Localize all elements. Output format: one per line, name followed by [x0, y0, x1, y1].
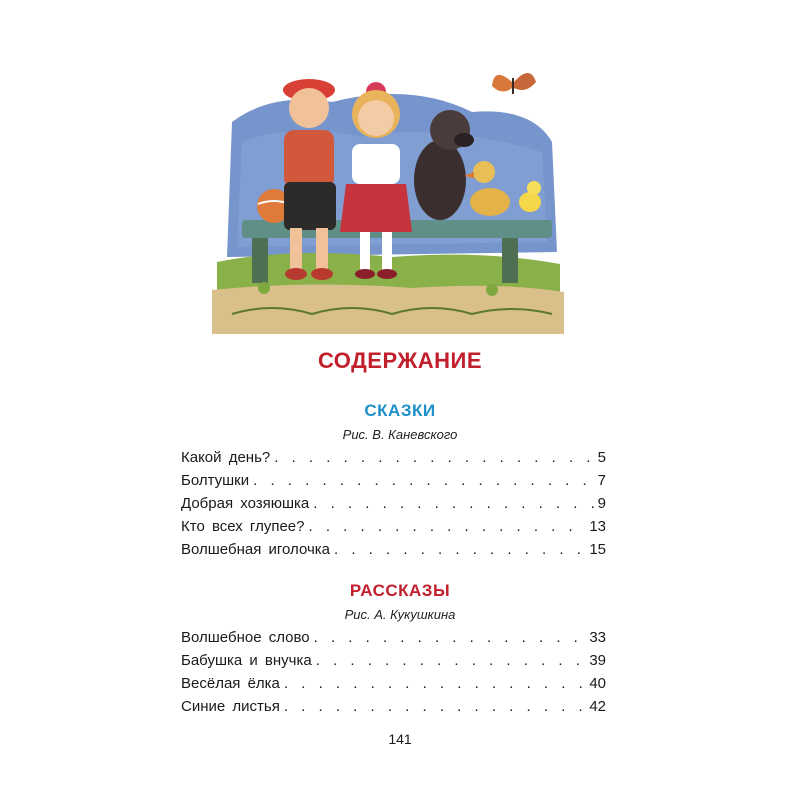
- toc-dot-leader: [308, 515, 585, 538]
- toc-entry[interactable]: [181, 626, 606, 649]
- toc-entry-title: Волшебная иголочка: [181, 541, 331, 558]
- contents-title: СОДЕРЖАНИЕ: [317, 348, 483, 373]
- toc-entry-title: Синие листья: [181, 698, 280, 715]
- toc-entry-page: 15: [589, 541, 606, 558]
- toc-dot-leader: [284, 672, 585, 695]
- toc-entry-title: Добрая хозяюшка: [181, 495, 310, 512]
- section-illustrator-credit: Рис. А. Кукушкина: [344, 607, 456, 622]
- toc-entry-page: 13: [589, 518, 606, 535]
- toc-entry-page: 5: [597, 449, 606, 466]
- illustration-children-on-bench: [212, 52, 564, 334]
- toc-entry-title: Какой день?: [181, 449, 271, 466]
- toc-entry-page: 33: [589, 629, 606, 646]
- toc-entry[interactable]: [181, 469, 606, 492]
- toc-entry-title: Болтушки: [181, 472, 250, 489]
- toc-entry-page: 39: [589, 652, 606, 669]
- section-heading-skazki: СКАЗКИ: [364, 401, 436, 420]
- toc-entry[interactable]: [181, 492, 606, 515]
- toc-entry-title: Кто всех глупее?: [181, 518, 305, 535]
- toc-entry[interactable]: [181, 515, 606, 538]
- toc-list-skazki: [181, 446, 606, 561]
- toc-entry-page: 42: [589, 698, 606, 715]
- toc-dot-leader: [316, 649, 586, 672]
- toc-dot-leader: [253, 469, 594, 492]
- toc-entry-title: Бабушка и внучка: [181, 652, 312, 669]
- toc-entry-title: Волшебное слово: [181, 629, 310, 646]
- toc-entry-page: 9: [597, 495, 606, 512]
- toc-entry[interactable]: [181, 538, 606, 561]
- toc-entry-title: Весёлая ёлка: [181, 675, 280, 692]
- toc-dot-leader: [334, 538, 585, 561]
- toc-entry[interactable]: [181, 649, 606, 672]
- toc-dot-leader: [314, 626, 586, 649]
- section-heading-rasskazy: РАССКАЗЫ: [349, 581, 451, 600]
- toc-entry[interactable]: [181, 695, 606, 718]
- page-number: 141: [388, 731, 412, 747]
- toc-dot-leader: [274, 446, 593, 469]
- toc-entry-page: 7: [597, 472, 606, 489]
- toc-dot-leader: [313, 492, 593, 515]
- section-illustrator-credit: Рис. В. Каневского: [342, 427, 458, 442]
- toc-entry[interactable]: [181, 672, 606, 695]
- toc-list-rasskazy: [181, 626, 606, 718]
- toc-entry-page: 40: [589, 675, 606, 692]
- toc-entry[interactable]: [181, 446, 606, 469]
- toc-dot-leader: [284, 695, 585, 718]
